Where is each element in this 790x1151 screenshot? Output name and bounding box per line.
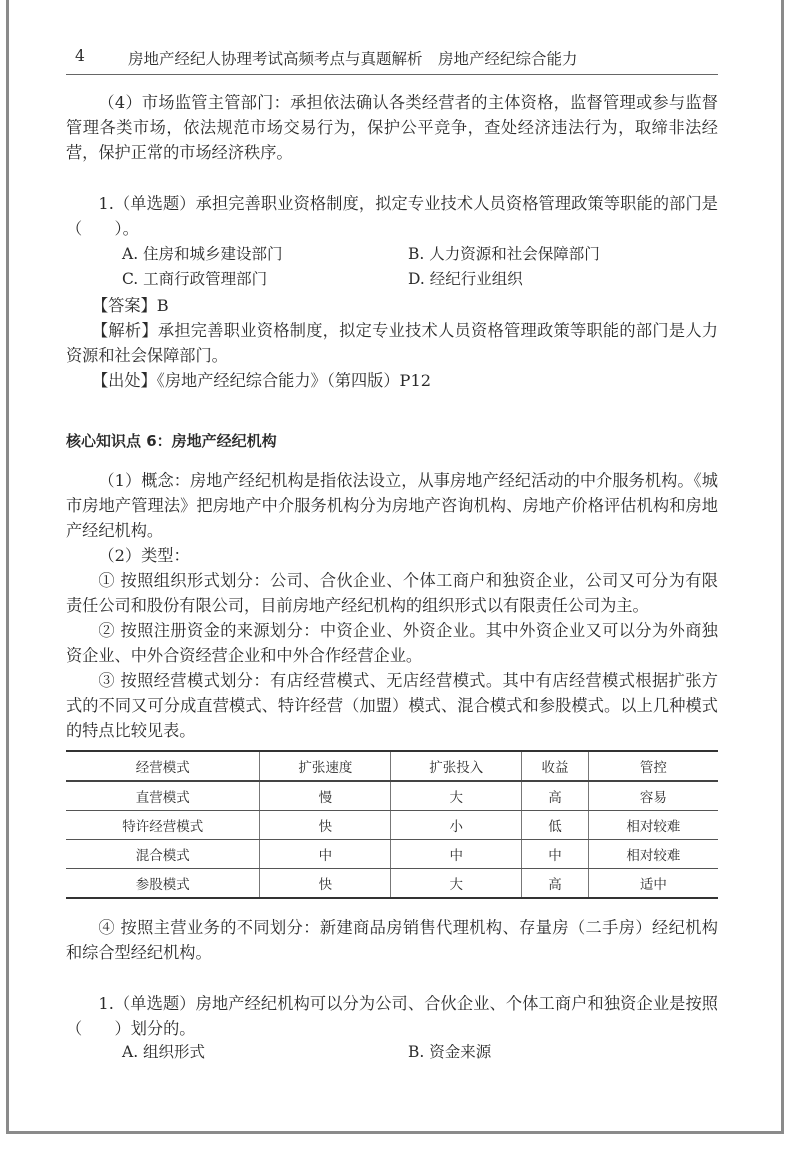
table-row xyxy=(66,781,718,811)
question-2-option-b: B. 资金来源 xyxy=(408,1043,492,1061)
table-cell: 快 xyxy=(260,869,391,899)
question-1-option-a: A. 住房和城乡建设部门 xyxy=(122,245,283,263)
table-header-cell: 扩张速度 xyxy=(260,751,391,781)
table-header-cell: 管控 xyxy=(588,751,718,781)
question-2-option-a: A. 组织形式 xyxy=(122,1043,206,1061)
table-cell: 直营模式 xyxy=(66,781,260,811)
table-cell: 慢 xyxy=(260,781,391,811)
table-header-cell: 扩张投入 xyxy=(391,751,522,781)
table-row xyxy=(66,869,718,899)
table-cell: 中 xyxy=(522,840,589,869)
table-cell: 适中 xyxy=(588,869,718,899)
table-cell: 快 xyxy=(260,811,391,840)
table-cell: 相对较难 xyxy=(588,811,718,840)
paragraph-type-1: ① 按照组织形式划分：公司、合伙企业、个体工商户和独资企业，公司又可分为有限责任公司和股份有限公司，目前房地产经纪机构的组织形式以有限责任公司为主。 xyxy=(66,571,718,615)
table-header-cell: 收益 xyxy=(522,751,589,781)
question-1-answer: 【答案】B xyxy=(92,296,169,315)
table-row xyxy=(66,811,718,840)
table-cell: 特许经营模式 xyxy=(66,811,260,840)
table-cell: 相对较难 xyxy=(588,840,718,869)
table-header-row xyxy=(66,751,718,781)
table-row xyxy=(66,840,718,869)
paragraph-market-supervision: （4）市场监管主管部门：承担依法确认各类经营者的主体资格，监督管理或参与监督管理各类市场，依法规范市场交易行为，保护公平竞争，查处经济违法行为，取缔非法经营，保护正常的市场经济秩序。 xyxy=(66,93,718,162)
table-cell: 中 xyxy=(260,840,391,869)
table-cell: 参股模式 xyxy=(66,869,260,899)
question-1-source: 【出处】《房地产经纪综合能力》（第四版）P12 xyxy=(92,371,432,390)
page-number: 4 xyxy=(75,47,85,65)
table-cell: 容易 xyxy=(588,781,718,811)
table-cell: 大 xyxy=(391,781,522,811)
paragraph-concept: （1）概念：房地产经纪机构是指依法设立，从事房地产经纪活动的中介服务机构。《城市房地产管理法》把房地产中介服务机构分为房地产咨询机构、房地产价格评估机构和房地产经纪机构。 xyxy=(66,471,718,540)
question-1-analysis: 【解析】承担完善职业资格制度，拟定专业技术人员资格管理政策等职能的部门是人力资源和社会保障部门。 xyxy=(66,321,718,365)
question-1-option-c: C. 工商行政管理部门 xyxy=(122,270,268,288)
table-cell: 大 xyxy=(391,869,522,899)
question-1-option-d: D. 经纪行业组织 xyxy=(408,270,523,288)
question-1-stem: 1.（单选题）承担完善职业资格制度，拟定专业技术人员资格管理政策等职能的部门是（ ）。 xyxy=(66,194,718,238)
table-header-cell: 经营模式 xyxy=(66,751,260,781)
question-1-option-b: B. 人力资源和社会保障部门 xyxy=(408,245,600,263)
table-cell: 高 xyxy=(522,781,589,811)
table-cell: 混合模式 xyxy=(66,840,260,869)
paragraph-type-3: ③ 按照经营模式划分：有店经营模式、无店经营模式。其中有店经营模式根据扩张方式的不同又可分成直营模式、特许经营（加盟）模式、混合模式和参股模式。以上几种模式的特点比较见表。 xyxy=(66,671,718,740)
paragraph-type-4: ④ 按照主营业务的不同划分：新建商品房销售代理机构、存量房（二手房）经纪机构和综合型经纪机构。 xyxy=(66,918,718,962)
table-cell: 小 xyxy=(391,811,522,840)
paragraph-type-2: ② 按照注册资金的来源划分：中资企业、外资企业。其中外资企业又可以分为外商独资企业、中外合资经营企业和中外合作经营企业。 xyxy=(66,621,718,665)
question-2-stem: 1.（单选题）房地产经纪机构可以分为公司、合伙企业、个体工商户和独资企业是按照（ ）划分的。 xyxy=(66,994,718,1038)
table-cell: 高 xyxy=(522,869,589,899)
table-cell: 低 xyxy=(522,811,589,840)
running-header-title: 房地产经纪人协理考试高频考点与真题解析 房地产经纪综合能力 xyxy=(128,50,578,68)
table-cell: 中 xyxy=(391,840,522,869)
header-rule xyxy=(66,74,718,75)
paragraph-types: （2）类型： xyxy=(98,546,190,565)
section-heading: 核心知识点 6：房地产经纪机构 xyxy=(66,432,277,450)
business-model-comparison-table xyxy=(66,750,718,899)
